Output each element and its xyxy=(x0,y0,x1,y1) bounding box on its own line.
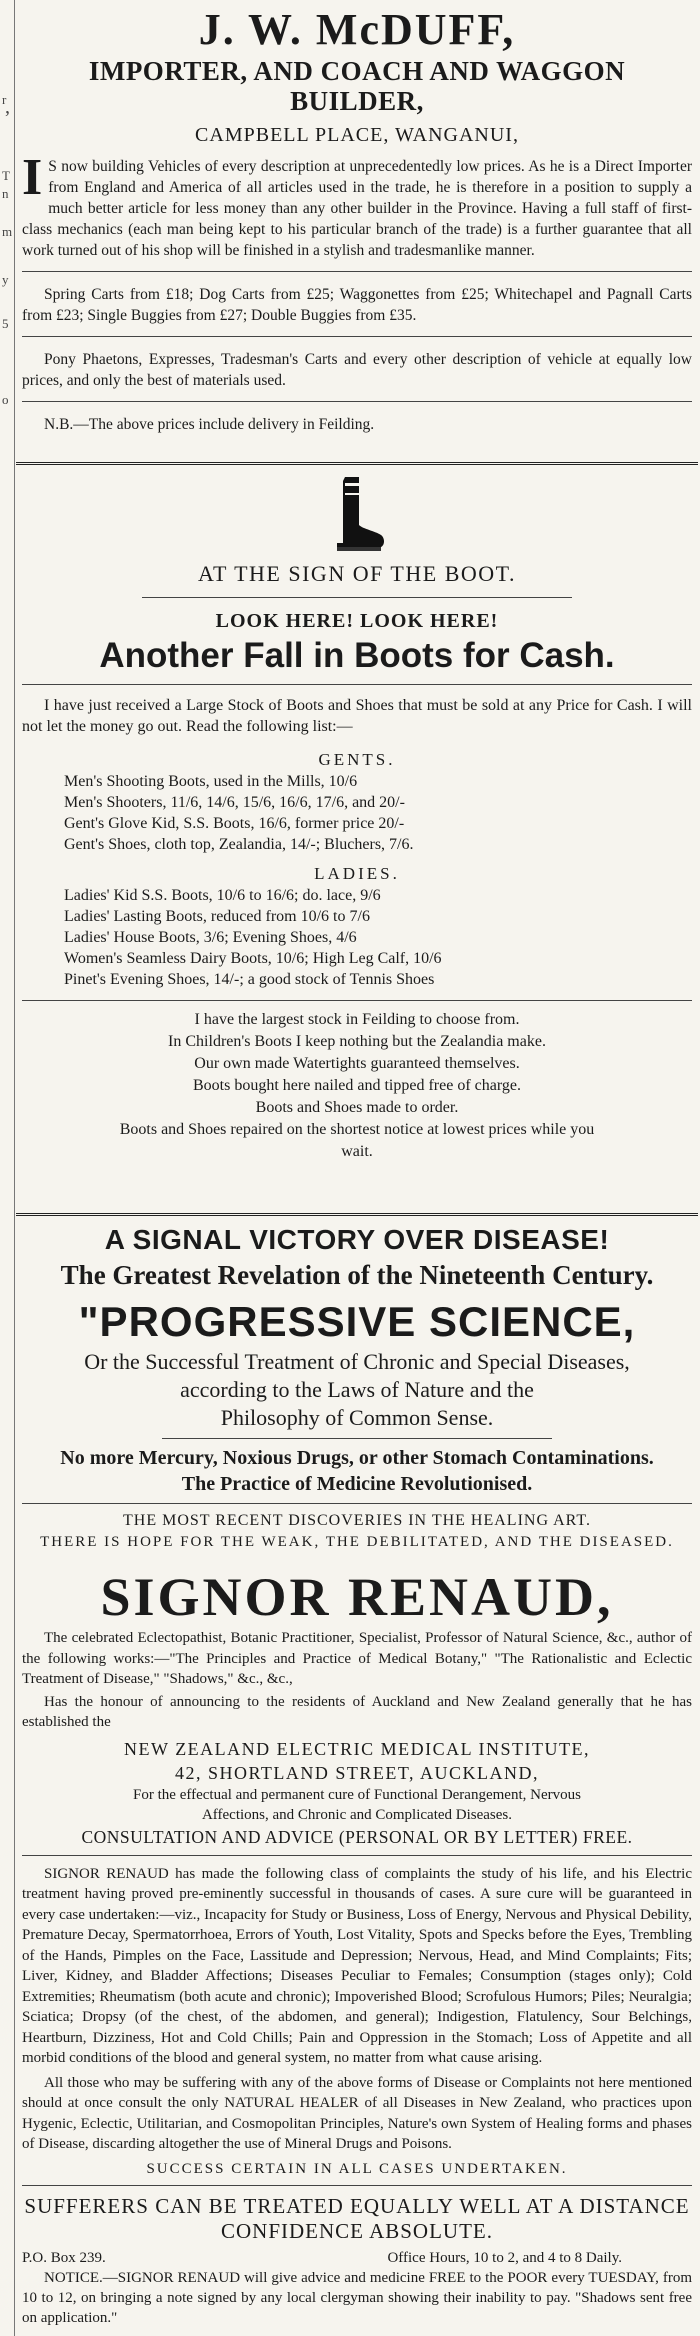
ladies-item: Ladies' Lasting Boots, reduced from 10/6 to 7/6 xyxy=(64,908,370,925)
consultation-free: CONSULTATION AND ADVICE (PERSONAL OR BY LETTER) FREE. xyxy=(81,1826,633,1847)
boot-repaired-line2: wait. xyxy=(341,1143,373,1160)
gents-item: Gent's Glove Kid, S.S. Boots, 16/6, former price 20/- xyxy=(64,815,405,832)
practice-revolutionised: The Practice of Medicine Revolutionised. xyxy=(181,1473,533,1495)
mcduff-title-line2: BUILDER, xyxy=(290,86,424,116)
boot-footer-line: I have the largest stock in Feilding to choose from. xyxy=(194,1011,520,1028)
mcduff-advertisement xyxy=(16,0,698,462)
divider xyxy=(22,1503,692,1504)
ladies-heading: LADIES. xyxy=(314,864,400,883)
office-hours: Office Hours, 10 to 2, and 4 to 8 Daily. xyxy=(387,2249,622,2266)
mcduff-dropcap: I xyxy=(22,149,43,206)
gutter-fragment: r xyxy=(2,92,7,107)
renaud-celebrated: The celebrated Eclectopathist, Botanic Practitioner, Specialist, Professor of Natural Science, &c., author of the following works:—"The Principles and Practice of Medical Botany," "The Rationalistic and Eclectic Treatment of Disease," "Shadows," &c., &c., xyxy=(22,1630,692,1687)
greatest-revelation-heading: The Greatest Revelation of the Nineteenth Century. xyxy=(60,1260,654,1290)
divider xyxy=(22,336,692,337)
gutter-fragment: T xyxy=(2,168,10,183)
institute-address: 42, SHORTLAND STREET, AUCKLAND, xyxy=(174,1762,540,1783)
boot-footer-line: Our own made Watertights guaranteed themselves. xyxy=(194,1055,520,1072)
boot-intro: I have just received a Large Stock of Boots and Shoes that must be sold at any Price for Cash. I will not let the money go out. Read the following list:— xyxy=(22,697,692,735)
gutter-fragment: 5 xyxy=(2,316,9,331)
mcduff-prices: Spring Carts from £18; Dog Carts from £25; Waggonettes from £25; Whitechapel and Pagnall Carts from £23; Single Buggies from £27; Double Buggies from £35. xyxy=(22,286,692,324)
gutter-fragment: n xyxy=(2,186,9,201)
mcduff-place: CAMPBELL PLACE, WANGANUI, xyxy=(195,124,519,146)
renaud-complaints: SIGNOR RENAUD has made the following class of complaints the study of his life, and his Electric treatment having proved pre-eminently successful in thousands of cases. A sure cure will be guaranteed in every case undertaken:—viz., Incapacity for Study or Business, Loss of Energy, Nervous and Physical Debility, Premature Decay, Spermatorrhoea, Errors of Youth, Lost Vitality, Spots and Specks before the Eyes, Trembling of the Hands, Pimples on the Face, Lassitude and Depression; Nervous, Head, and Mind Complaints; Fits; Liver, Kidney, and Bladder Affections; Diseases Peculiar to Females; Consumption (stages only); Cold Extremities; Rheumatism (both acute and chronic); Impoverished Blood; Scrofulous Humors; Piles; Neuralgia; Sciatica; Dropsy (of the chest, of the abdomen, and general); Indigestion, Flatulency, Sour Belchings, Heartburn, Dizziness, Hot and Cold Chills; Pain and Oppression in the Stomach; Loss of Appetite and all morbid conditions of the blood and general system, no matter from what cause arising. xyxy=(22,1865,692,2066)
cure-line: For the effectual and permanent cure of Functional Derangement, Nervous xyxy=(133,1786,581,1803)
advertisement-column xyxy=(16,0,698,2332)
divider xyxy=(22,2185,692,2186)
divider xyxy=(142,597,572,598)
renaud-all-those: All those who may be suffering with any of the above forms of Disease or Complaints not here mentioned should at once consult the only NATURAL HEALER of all Diseases in New Zealand, who practices upon Hygenic, Eclectic, Utilitarian, and Cosmopolitan Principles, Nature's own System of Healing forms and phases of Disease, discarding altogether the use of Mineral Drugs and Poisons. xyxy=(22,2074,692,2152)
renaud-honour: Has the honour of announcing to the residents of Auckland and New Zealand generally that he has established the xyxy=(22,1693,692,1730)
successful-line: Or the Successful Treatment of Chronic and Special Diseases, xyxy=(84,1349,630,1374)
signal-victory-heading: A SIGNAL VICTORY OVER DISEASE! xyxy=(104,1224,610,1255)
mcduff-title-line1: IMPORTER, AND COACH AND WAGGON xyxy=(88,56,626,86)
gents-heading: GENTS. xyxy=(318,750,396,769)
ladies-item: Ladies' House Boots, 3/6; Evening Shoes, 4/6 xyxy=(64,929,357,946)
renaud-advertisement xyxy=(16,1216,698,2332)
sufferers-line: SUFFERERS CAN BE TREATED EQUALLY WELL AT A DISTANCE xyxy=(24,2193,690,2218)
divider xyxy=(22,401,692,402)
look-here-heading: LOOK HERE! LOOK HERE! xyxy=(215,610,499,632)
success-certain: SUCCESS CERTAIN IN ALL CASES UNDERTAKEN. xyxy=(146,2160,568,2177)
successful-line: according to the Laws of Nature and the xyxy=(180,1377,534,1402)
gutter-fragment: , xyxy=(5,96,10,118)
gents-item: Gent's Shoes, cloth top, Zealandia, 14/-; Bluchers, 7/6. xyxy=(64,836,414,853)
ladies-item: Women's Seamless Dairy Boots, 10/6; High Leg Calf, 10/6 xyxy=(64,950,442,967)
divider xyxy=(22,1000,692,1001)
divider xyxy=(162,1438,552,1439)
gutter-fragment: o xyxy=(2,392,9,407)
boot-footer-line: In Children's Boots I keep nothing but the Zealandia make. xyxy=(168,1033,546,1050)
progressive-science-heading: "PROGRESSIVE SCIENCE, xyxy=(78,1298,636,1345)
mcduff-pony: Pony Phaetons, Expresses, Tradesman's Carts and every other description of vehicle at equally low prices, and only the best of materials used. xyxy=(22,351,692,389)
mcduff-name: J. W. McDUFF, xyxy=(198,5,516,54)
mcduff-body-text: S now building Vehicles of every description at unprecedentedly low prices. As he is a Direct Importer from England and America of all articles used in the trade, he is therefore in a position to supply a much better article for less money than any other builder in the Province. Having a full staff of first-class mechanics (each man being kept to his particular branch of the trade) is a further guarantee that all work turned out of his shop will be finished in a stylish and tradesmanlike manner. xyxy=(22,158,692,259)
cure-line: Affections, and Chronic and Complicated Diseases. xyxy=(201,1807,513,1823)
po-box-hours-row xyxy=(22,2248,692,2268)
divider xyxy=(22,1855,692,1856)
left-gutter-column xyxy=(0,0,15,2336)
po-box: P.O. Box 239. xyxy=(22,2249,106,2266)
gents-item: Men's Shooters, 11/6, 14/6, 15/6, 16/6, 17/6, and 20/- xyxy=(64,794,405,811)
boot-icon xyxy=(327,473,387,553)
ladies-item: Pinet's Evening Shoes, 14/-; a good stock of Tennis Shoes xyxy=(64,971,435,988)
successful-line: Philosophy of Common Sense. xyxy=(220,1405,494,1430)
boot-footer-line: Boots bought here nailed and tipped free of charge. xyxy=(192,1077,522,1094)
hope-line: THERE IS HOPE FOR THE WEAK, THE DEBILITATED, AND THE DISEASED. xyxy=(40,1534,674,1550)
mcduff-body xyxy=(22,149,692,261)
boot-advertisement xyxy=(16,465,698,1213)
divider xyxy=(22,684,692,685)
renaud-notice: NOTICE.—SIGNOR RENAUD will give advice and medicine FREE to the POOR every TUESDAY, from 10 to 12, on bringing a note signed by any local clergyman showing their inability to pay. "Shadows sent free on application." xyxy=(22,2269,692,2326)
boot-sign-heading: AT THE SIGN OF THE BOOT. xyxy=(198,561,516,586)
recent-discoveries: THE MOST RECENT DISCOVERIES IN THE HEALING ART. xyxy=(123,1512,591,1529)
boot-headline: Another Fall in Boots for Cash. xyxy=(99,636,615,675)
signor-renaud-name: SIGNOR RENAUD, xyxy=(100,1567,614,1627)
divider xyxy=(22,271,692,272)
gutter-fragment: y xyxy=(2,272,9,287)
gents-item: Men's Shooting Boots, used in the Mills, 10/6 xyxy=(64,773,358,790)
ladies-item: Ladies' Kid S.S. Boots, 10/6 to 16/6; do. lace, 9/6 xyxy=(64,887,381,904)
boot-footer-line: Boots and Shoes made to order. xyxy=(255,1099,459,1116)
institute-name: NEW ZEALAND ELECTRIC MEDICAL INSTITUTE, xyxy=(124,1738,590,1759)
mcduff-nb: N.B.—The above prices include delivery in Feilding. xyxy=(44,416,375,433)
boot-repaired-line1: Boots and Shoes repaired on the shortest notice at lowest prices while you xyxy=(119,1121,595,1138)
gutter-fragment: m xyxy=(2,224,13,239)
confidence-absolute: CONFIDENCE ABSOLUTE. xyxy=(220,2218,493,2243)
no-more-mercury: No more Mercury, Noxious Drugs, or other Stomach Contaminations. xyxy=(60,1447,654,1469)
